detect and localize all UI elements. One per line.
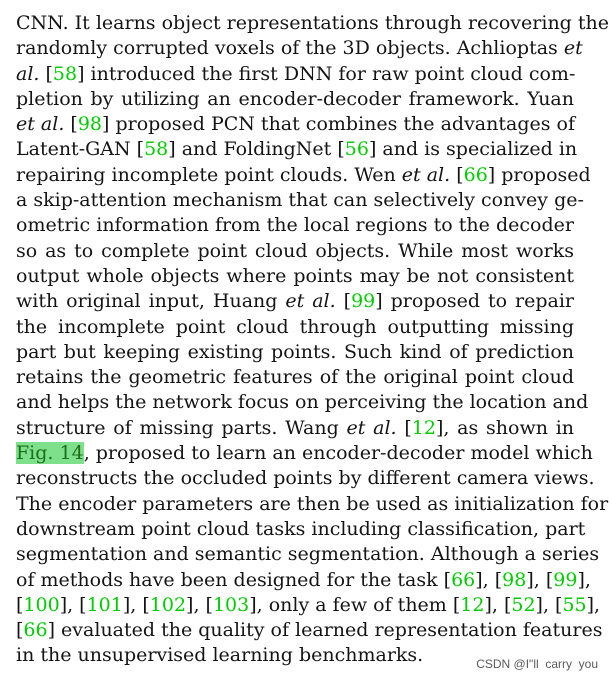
text-run: ], [ <box>186 593 213 616</box>
paper-text-block <box>16 11 609 669</box>
text-run: ], [ <box>59 593 87 616</box>
text-run: structure of missing parts. Wang <box>16 416 347 439</box>
citation-link[interactable]: 98 <box>77 113 103 136</box>
citation-link[interactable]: 66 <box>451 568 476 591</box>
text-run: [ <box>64 113 78 136</box>
italic-text: et al. <box>285 290 336 313</box>
text-run: The encoder parameters are then be used as initialization for <box>16 492 609 515</box>
text-run: retains the geometric features of the original point cloud <box>16 366 574 389</box>
text-run: output whole objects where points may be not consistent <box>16 264 574 287</box>
text-line <box>16 289 574 314</box>
text-line <box>16 517 586 542</box>
text-run: ], as shown in <box>435 416 575 439</box>
text-line <box>16 213 574 238</box>
citation-link[interactable]: 12 <box>460 593 485 616</box>
italic-text: al. <box>16 62 40 85</box>
citation-link[interactable]: 12 <box>411 416 436 439</box>
text-line <box>16 36 583 61</box>
text-run: [ <box>16 619 24 642</box>
text-run: ], [ <box>526 568 554 591</box>
text-run: ometric information from the local regions to the decoder <box>16 214 574 237</box>
text-run: of methods have been designed for the task [ <box>16 568 452 591</box>
text-line <box>16 163 591 188</box>
text-line <box>16 365 574 390</box>
citation-link[interactable]: 66 <box>23 619 48 642</box>
citation-link[interactable]: 66 <box>463 163 488 186</box>
text-line <box>16 264 574 289</box>
text-run: segmentation and semantic segmentation. Although a series <box>16 543 600 566</box>
citation-link[interactable]: 58 <box>52 62 78 85</box>
text-run: [ <box>450 163 464 186</box>
text-line <box>16 11 609 36</box>
text-run: a skip-attention mechanism that can selectively convey ge- <box>16 189 584 212</box>
text-run: Latent-GAN [ <box>16 138 145 161</box>
text-run: with original input, Huang <box>16 290 286 313</box>
citation-link[interactable]: 55 <box>562 593 587 616</box>
text-run: ], [ <box>475 568 503 591</box>
csdn-watermark: CSDN @I"ll carry you <box>476 657 598 671</box>
text-run: [ <box>335 290 352 313</box>
figure-reference-link[interactable]: Fig. 14 <box>16 442 84 465</box>
italic-text: et al. <box>346 416 397 439</box>
text-run: ] introduced the first DNN for raw point cloud com- <box>77 62 576 85</box>
text-line <box>16 62 574 87</box>
text-line <box>16 87 574 112</box>
text-line <box>16 137 578 162</box>
text-run: so as to complete point cloud objects. While most works <box>16 239 574 262</box>
citation-link[interactable]: 56 <box>344 138 369 161</box>
text-line <box>16 492 609 517</box>
text-line <box>16 340 574 365</box>
italic-text: et al. <box>401 163 451 186</box>
text-run: ], <box>577 568 591 591</box>
text-line <box>16 239 574 264</box>
citation-link[interactable]: 101 <box>86 593 123 616</box>
text-line <box>16 112 574 137</box>
text-run: repairing incomplete point clouds. Wen <box>16 163 402 186</box>
text-line <box>16 188 584 213</box>
citation-link[interactable]: 103 <box>212 593 250 616</box>
text-line <box>16 593 601 618</box>
text-run: ], <box>586 593 601 616</box>
text-run: the incomplete point cloud through outputting missing <box>16 315 574 338</box>
text-run: pletion by utilizing an encoder-decoder framework. Yuan <box>16 87 574 110</box>
citation-link[interactable]: 102 <box>149 593 187 616</box>
text-line <box>16 441 593 466</box>
text-run: ] proposed to repair <box>375 290 574 313</box>
text-run: ] and is specialized in <box>368 138 578 161</box>
italic-text: et <box>563 37 583 60</box>
text-run: ], [ <box>484 593 512 616</box>
citation-link[interactable]: 58 <box>144 138 169 161</box>
citation-link[interactable]: 99 <box>553 568 578 591</box>
text-run: downstream point cloud tasks including classification, part <box>16 517 586 540</box>
text-line <box>16 618 603 643</box>
citation-link[interactable]: 100 <box>23 593 60 616</box>
citation-link[interactable]: 52 <box>511 593 536 616</box>
text-run: ], [ <box>535 593 563 616</box>
text-run: ], [ <box>122 593 150 616</box>
text-line <box>16 542 600 567</box>
text-line <box>16 416 574 441</box>
text-run: CNN. It learns object representations through recovering the <box>16 12 609 34</box>
text-run: in the unsupervised learning benchmarks. <box>16 644 424 667</box>
text-run: ] proposed PCN that combines the advantages of <box>102 113 575 136</box>
citation-link[interactable]: 99 <box>351 290 376 313</box>
text-run: part but keeping existing points. Such kind of prediction <box>16 340 574 363</box>
text-run: ], only a few of them [ <box>249 593 461 616</box>
text-run: ] evaluated the quality of learned representation features <box>47 619 603 642</box>
text-line <box>16 466 595 491</box>
italic-text: et al. <box>16 113 65 136</box>
text-run: ] and FoldingNet [ <box>168 138 345 161</box>
text-line <box>16 390 589 415</box>
text-line <box>16 568 591 593</box>
text-run: [ <box>16 593 24 616</box>
text-run: reconstructs the occluded points by different camera views. <box>16 467 595 490</box>
text-run: [ <box>39 62 53 85</box>
text-run: , proposed to learn an encoder-decoder model which <box>83 442 593 465</box>
text-line <box>16 315 574 340</box>
text-run: [ <box>396 416 412 439</box>
body-paragraph <box>16 11 609 669</box>
text-run: randomly corrupted voxels of the 3D objects. Achlioptas <box>16 37 564 60</box>
text-run: ] proposed <box>487 163 591 186</box>
text-run: and helps the network focus on perceiving the location and <box>16 391 589 414</box>
citation-link[interactable]: 98 <box>502 568 527 591</box>
